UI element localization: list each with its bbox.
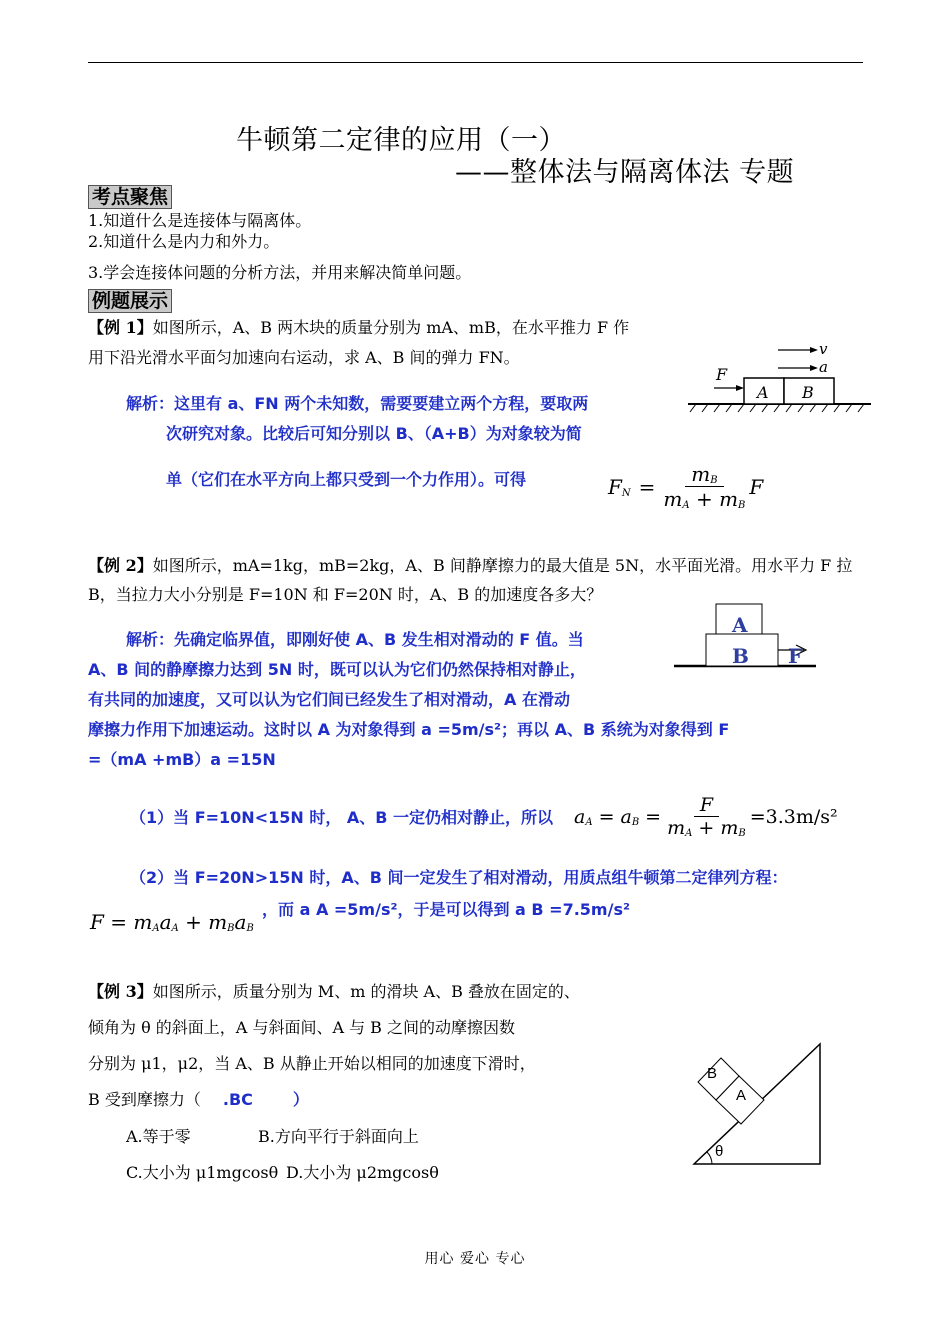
ex2-case1-result: =3.3m/s² xyxy=(749,805,838,828)
ex2-solution-line3: 有共同的加速度，又可以认为它们间已经发生了相对滑动，A 在滑动 xyxy=(88,690,570,709)
ex1-question-line2: 用下沿光滑水平面匀加速向右运动，求 A、B 间的弹力 FN。 xyxy=(88,348,520,367)
top-rule xyxy=(88,62,863,63)
focus-item-2: 2.知道什么是内力和外力。 xyxy=(88,232,280,251)
ex3-label-b: B xyxy=(707,1065,718,1082)
page-footer: 用心 爱心 专心 xyxy=(424,1251,526,1267)
ex3-question-line4: B 受到摩擦力（ .BC ） xyxy=(88,1090,309,1109)
ex2-solution-line2: A、B 间的静摩擦力达到 5N 时，既可以认为它们仍然保持相对静止， xyxy=(88,660,586,679)
ex2-case1-formula: $a_A$ = $a_B$ = $\frac{F}{m_A + m_B}$ =3.3m/s² xyxy=(574,794,838,839)
section-label-examples: 例题展示 xyxy=(88,289,172,313)
ex3-option-c: C.大小为 μ1mgcosθ xyxy=(126,1163,279,1182)
ex2-solution-line1: 解析：先确定临界值，即刚好使 A、B 发生相对滑动的 F 值。当 xyxy=(126,630,584,649)
ex1-tag: 【例 1】 xyxy=(88,318,153,337)
ex2-label-a: A xyxy=(732,613,748,637)
ex3-label-theta: θ xyxy=(715,1143,724,1160)
ex1-label-acc: a xyxy=(819,358,828,376)
ex1-label-a: A xyxy=(757,383,769,402)
ex2-question-line1 xyxy=(88,556,852,576)
ex2-solution-line5: =（mA +mB）a =15N xyxy=(88,750,276,769)
ex1-blocks-figure xyxy=(686,336,876,416)
ex3-incline-figure xyxy=(690,1040,826,1170)
section-label-focus: 考点聚焦 xyxy=(88,185,172,209)
ex3-text4: B 受到摩擦力（ xyxy=(88,1090,201,1109)
ex1-solution-line2: 次研究对象。比较后可知分别以 B、（A+B）为对象较为简 xyxy=(166,424,582,443)
ex2-solution-line4: 摩擦力作用下加速运动。这时以 A 为对象得到 a =5m/s²；再以 A、B 系统为对象得到 F xyxy=(88,720,730,739)
ex1-solution-line3: 单（它们在水平方向上都只受到一个力作用）。可得 xyxy=(166,470,527,489)
ex3-text1: 如图所示，质量分别为 M、m 的滑块 A、B 叠放在固定的、 xyxy=(152,982,580,1001)
ex3-option-a: A.等于零 xyxy=(126,1127,191,1146)
ex3-answer: .BC xyxy=(222,1090,253,1109)
ex2-question-line2: B，当拉力大小分别是 F=10N 和 F=20N 时，A、B 的加速度各多大？ xyxy=(88,585,603,604)
ex2-label-f: F xyxy=(788,644,803,668)
ex2-case2-tail: ，而 a A =5m/s²，于是可以得到 a B =7.5m/s² xyxy=(262,900,630,919)
ex3-option-b: B.方向平行于斜面向上 xyxy=(258,1127,419,1146)
ex1-label-v: v xyxy=(819,340,828,358)
ex3-option-d: D.大小为 μ2mgcosθ xyxy=(286,1163,439,1182)
ex1-label-b: B xyxy=(802,383,814,402)
focus-item-1: 1.知道什么是连接体与隔离体。 xyxy=(88,211,312,230)
ex2-case2: （2）当 F=20N>15N 时，A、B 间一定发生了相对滑动，用质点组牛顿第二定律列方程： xyxy=(130,868,788,887)
ex2-case1: （1）当 F=10N<15N 时， A、B 一定仍相对静止，所以 xyxy=(130,808,554,827)
page-subtitle: ——整体法与隔离体法 专题 xyxy=(455,157,795,188)
ex1-text1: 如图所示，A、B 两木块的质量分别为 mA、mB，在水平推力 F 作 xyxy=(152,318,630,337)
ex2-case2-formula: $F = m_Aa_A + m_Ba_B$ xyxy=(90,910,254,934)
page-title: 牛顿第二定律的应用（一） xyxy=(236,125,566,156)
ex3-question-line1 xyxy=(88,982,580,1002)
ex1-question-line1 xyxy=(88,318,629,338)
ex3-question-line2: 倾角为 θ 的斜面上，A 与斜面间、A 与 B 之间的动摩擦因数 xyxy=(88,1018,516,1037)
ex3-label-a: A xyxy=(736,1087,747,1104)
ex1-solution-line1: 解析：这里有 a、FN 两个未知数，需要要建立两个方程，要取两 xyxy=(126,394,589,413)
ex2-tag: 【例 2】 xyxy=(88,556,153,575)
ex2-text1: 如图所示，mA=1kg，mB=2kg，A、B 间静摩擦力的最大值是 5N，水平面光滑。用水平力 F 拉 xyxy=(152,556,853,575)
ex2-label-b: B xyxy=(732,644,749,668)
focus-item-3: 3.学会连接体问题的分析方法，并用来解决简单问题。 xyxy=(88,263,472,282)
ex3-question-line3: 分别为 μ1，μ2，当 A、B 从静止开始以相同的加速度下滑时， xyxy=(88,1054,536,1073)
ex2-blocks-figure xyxy=(670,600,820,672)
ex1-formula: $F_N$ = $\frac{m_B}{m_A + m_B}$ F xyxy=(608,462,764,511)
ex1-label-f: F xyxy=(716,365,728,384)
ex3-tag: 【例 3】 xyxy=(88,982,153,1001)
